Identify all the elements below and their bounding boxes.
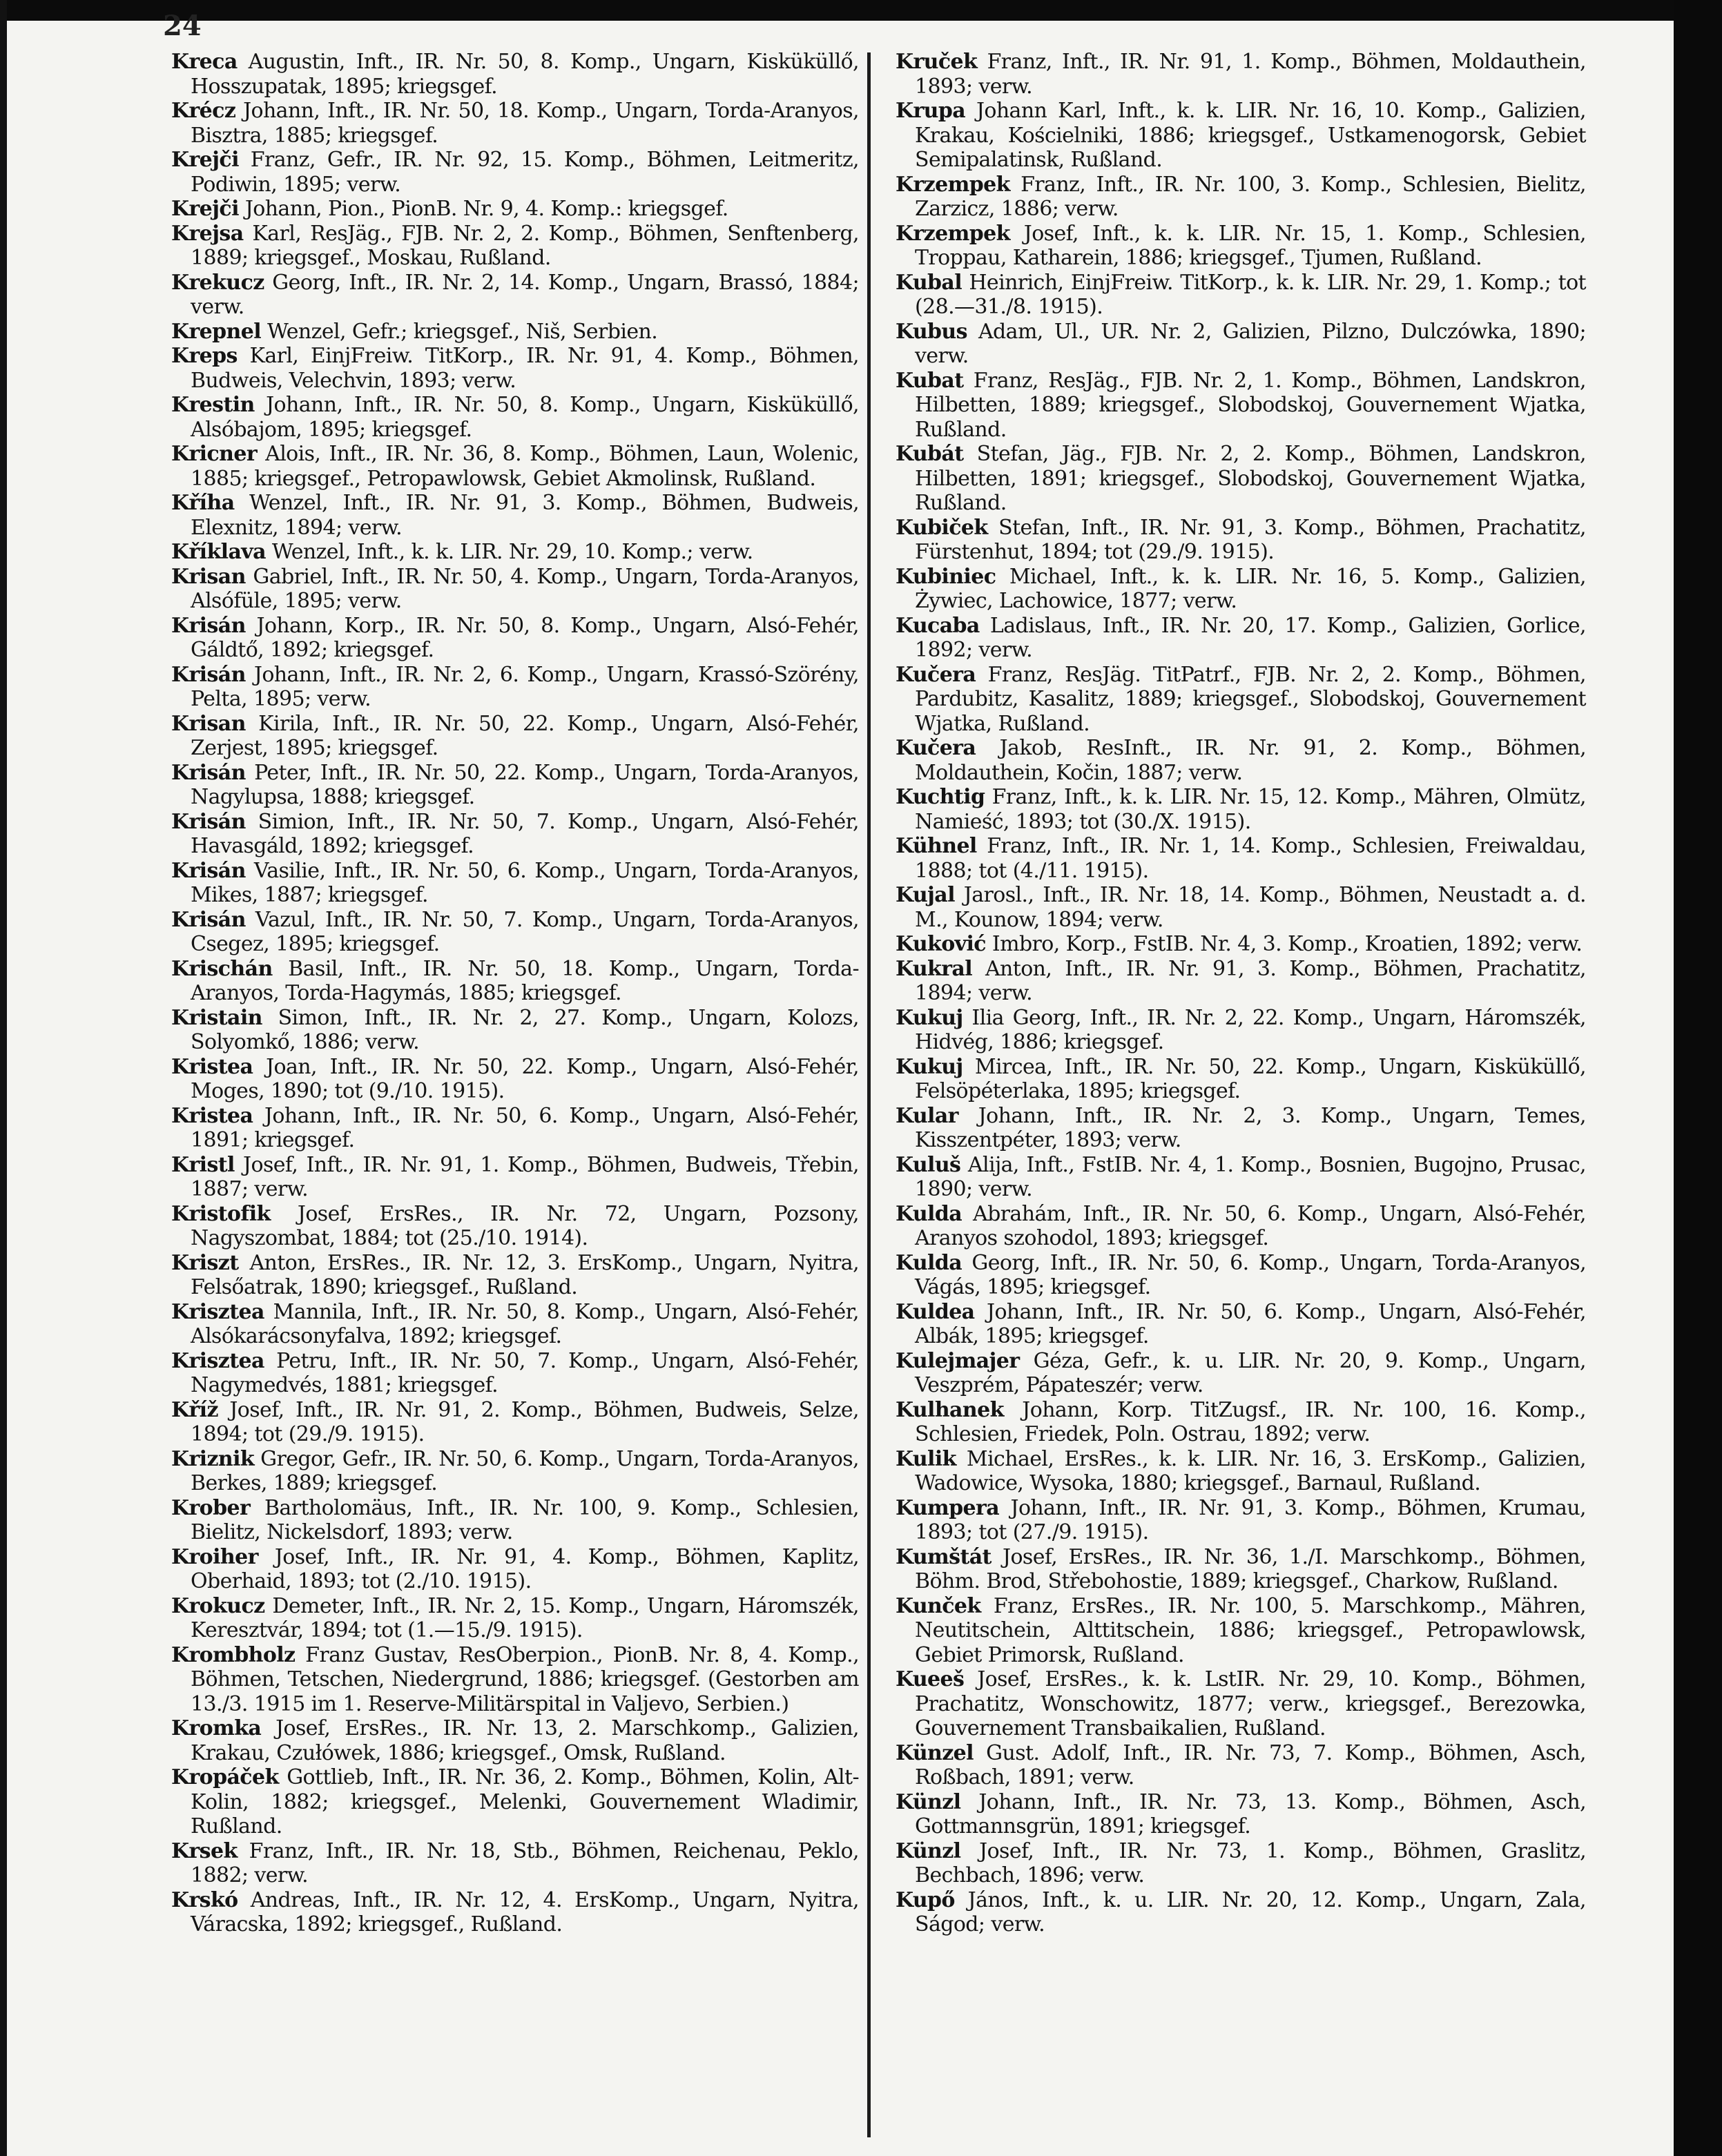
entry-surname: Kubát — [896, 442, 964, 466]
roster-entry — [171, 393, 859, 442]
roster-entry — [171, 1765, 859, 1839]
entry-details: Johann, Pion., PionB. Nr. 9, 4. Komp.: kriegsgef. — [238, 197, 728, 221]
roster-entry — [171, 320, 859, 344]
entry-details: Johann, Inft., IR. Nr. 50, 6. Komp., Ungarn, Alsó-Fehér, 1891; kriegsgef. — [191, 1103, 859, 1152]
entry-details: Josef, ErsRes., IR. Nr. 72, Ungarn, Pozsony, Nagyszombat, 1884; tot (25./10. 1914). — [191, 1201, 859, 1250]
entry-surname: Künzl — [896, 1838, 961, 1863]
roster-entry — [171, 761, 859, 810]
entry-surname: Kubiniec — [896, 564, 996, 589]
roster-entry — [896, 1667, 1586, 1741]
entry-surname: Künzl — [896, 1789, 961, 1814]
entry-details: Stefan, Jäg., FJB. Nr. 2, 2. Komp., Böhmen, Landskron, Hilbetten, 1891; kriegsgef., Slobodskoj, Gouvernement Wjatka, Rußland. — [915, 442, 1586, 515]
entry-surname: Kriznik — [171, 1446, 255, 1471]
entry-surname: Kučera — [896, 736, 976, 760]
roster-entry — [896, 222, 1586, 271]
roster-entry — [171, 663, 859, 712]
entry-details: Jakob, ResInft., IR. Nr. 91, 2. Komp., Böhmen, Moldauthein, Kočin, 1887; verw. — [915, 736, 1586, 785]
entry-surname: Kujal — [896, 883, 955, 907]
entry-surname: Krisztea — [171, 1348, 264, 1373]
entry-details: Franz, Inft., k. k. LIR. Nr. 15, 12. Komp., Mähren, Olmütz, Namieść, 1893; tot (30./X. 1915). — [915, 785, 1586, 834]
entry-surname: Krisán — [171, 662, 246, 687]
roster-entry — [171, 1496, 859, 1545]
entry-surname: Kucaba — [896, 613, 980, 638]
roster-entry — [171, 565, 859, 614]
entry-surname: Kruček — [896, 50, 978, 74]
column-divider — [867, 52, 871, 2137]
entry-details: Josef, ErsRes., IR. Nr. 36, 1./I. Marschkomp., Böhmen, Böhm. Brod, Střebohostie, 1889; kriegsgef., Charkow, Rußland. — [915, 1544, 1586, 1593]
entry-details: Franz Gustav, ResOberpion., PionB. Nr. 8, 4. Komp., Böhmen, Tetschen, Niedergrund, 1886; kriegsgef. (Gestorben am 13./3. 1915 im 1. Reserve-Militärspital in Valjevo, Serbien.) — [191, 1642, 859, 1716]
entry-details: Josef, Inft., IR. Nr. 91, 4. Komp., Böhmen, Kaplitz, Oberhaid, 1893; tot (2./10. 1915). — [191, 1544, 859, 1593]
entry-surname: Kristea — [171, 1103, 253, 1128]
entry-surname: Kučera — [896, 662, 976, 687]
roster-entry — [171, 442, 859, 491]
roster-entry — [171, 1888, 859, 1937]
entry-surname: Krisán — [171, 760, 246, 785]
roster-entry — [171, 1006, 859, 1055]
roster-entry — [171, 50, 859, 99]
entry-surname: Kromka — [171, 1716, 262, 1740]
roster-entry — [171, 540, 859, 565]
roster-entry — [896, 1055, 1586, 1104]
roster-entry — [896, 1888, 1586, 1937]
entry-details: Josef, Inft., IR. Nr. 91, 1. Komp., Böhmen, Budweis, Třebin, 1887; verw. — [191, 1152, 859, 1201]
entry-details: Franz, Inft., IR. Nr. 91, 1. Komp., Böhmen, Moldauthein, 1893; verw. — [915, 50, 1586, 99]
roster-entry — [171, 271, 859, 320]
roster-entry — [896, 50, 1586, 99]
entry-details: Wenzel, Gefr.; kriegsgef., Niš, Serbien. — [261, 319, 658, 344]
entry-details: Johann, Inft., IR. Nr. 50, 18. Komp., Ungarn, Torda-Aranyos, Bisztra, 1885; kriegsgef. — [191, 99, 859, 148]
entry-details: Bartholomäus, Inft., IR. Nr. 100, 9. Komp., Schlesien, Bielitz, Nickelsdorf, 1893; verw. — [191, 1495, 859, 1544]
entry-surname: Krekucz — [171, 270, 264, 295]
roster-entry — [171, 1643, 859, 1717]
entry-details: Franz, Inft., IR. Nr. 100, 3. Komp., Schlesien, Bielitz, Zarzicz, 1886; verw. — [915, 172, 1586, 221]
entry-surname: Kukral — [896, 956, 973, 981]
entry-details: Franz, Inft., IR. Nr. 18, Stb., Böhmen, Reichenau, Peklo, 1882; verw. — [191, 1838, 859, 1887]
roster-entry — [171, 197, 859, 222]
entry-details: Augustin, Inft., IR. Nr. 50, 8. Komp., Ungarn, Kisküküllő, Hosszupatak, 1895; kriegsgef. — [191, 50, 859, 99]
scan-border-left — [0, 0, 7, 2156]
entry-details: Wenzel, Inft., IR. Nr. 91, 3. Komp., Böhmen, Budweis, Elexnitz, 1894; verw. — [191, 491, 859, 540]
entry-surname: Künzel — [896, 1740, 974, 1765]
roster-entry — [171, 614, 859, 663]
entry-surname: Krisán — [171, 809, 246, 834]
entry-surname: Krisán — [171, 613, 246, 638]
entry-details: Johann, Inft., IR. Nr. 50, 6. Komp., Ungarn, Alsó-Fehér, Albák, 1895; kriegsgef. — [915, 1299, 1586, 1348]
entry-details: Heinrich, EinjFreiw. TitKorp., k. k. LIR. Nr. 29, 1. Komp.; tot (28.—31./8. 1915). — [915, 270, 1586, 319]
entry-surname: Kubat — [896, 368, 964, 393]
entry-surname: Krisztea — [171, 1299, 264, 1324]
entry-details: Anton, ErsRes., IR. Nr. 12, 3. ErsKomp., Ungarn, Nyitra, Felsőatrak, 1890; kriegsgef., Rußland. — [191, 1250, 859, 1299]
roster-entry — [171, 1153, 859, 1202]
entry-surname: Kristl — [171, 1152, 235, 1177]
entry-details: Petru, Inft., IR. Nr. 50, 7. Komp., Ungarn, Alsó-Fehér, Nagymedvés, 1881; kriegsgef. — [191, 1348, 859, 1397]
entry-surname: Kupő — [896, 1887, 955, 1912]
entry-details: Karl, ResJäg., FJB. Nr. 2, 2. Komp., Böhmen, Senftenberg, 1889; kriegsgef., Moskau, Rußland. — [191, 221, 859, 270]
entry-surname: Kukuj — [896, 1005, 963, 1030]
roster-entry — [896, 663, 1586, 737]
roster-entry — [896, 1496, 1586, 1545]
roster-entry — [896, 1839, 1586, 1888]
entry-surname: Kubiček — [896, 515, 988, 540]
entry-surname: Kristain — [171, 1005, 262, 1030]
entry-details: Michael, Inft., k. k. LIR. Nr. 16, 5. Komp., Galizien, Żywiec, Lachowice, 1877; verw. — [915, 564, 1586, 613]
entry-details: Basil, Inft., IR. Nr. 50, 18. Komp., Ungarn, Torda-Aranyos, Torda-Hagymás, 1885; kriegsgef. — [191, 956, 859, 1005]
entry-surname: Krisán — [171, 858, 246, 883]
entry-surname: Kuković — [896, 932, 986, 956]
entry-details: Gregor, Gefr., IR. Nr. 50, 6. Komp., Ungarn, Torda-Aranyos, Berkes, 1889; kriegsgef. — [191, 1446, 859, 1495]
roster-entry — [896, 614, 1586, 663]
roster-entry — [171, 491, 859, 540]
roster-entry — [896, 834, 1586, 883]
entry-surname: Krischán — [171, 956, 273, 981]
entry-surname: Krisan — [171, 564, 246, 589]
entry-surname: Kristofik — [171, 1201, 271, 1226]
entry-surname: Kulik — [896, 1446, 956, 1471]
entry-surname: Krejči — [171, 197, 239, 221]
entry-details: Johann, Inft., IR. Nr. 50, 8. Komp., Ungarn, Kisküküllő, Alsóbajom, 1895; kriegsgef. — [191, 393, 859, 442]
scan-border-right — [1674, 0, 1722, 2156]
roster-entry — [171, 712, 859, 761]
roster-entry — [896, 271, 1586, 320]
entry-details: Abrahám, Inft., IR. Nr. 50, 6. Komp., Ungarn, Alsó-Fehér, Aranyos szohodol, 1893; kriegsgef. — [915, 1201, 1586, 1250]
entry-surname: Krupa — [896, 99, 966, 123]
entry-surname: Krober — [171, 1495, 251, 1520]
roster-entry — [171, 1594, 859, 1643]
entry-surname: Kueeš — [896, 1667, 965, 1691]
roster-entry — [896, 785, 1586, 834]
entry-surname: Krestin — [171, 393, 255, 417]
right-column — [896, 50, 1586, 1937]
roster-entry — [896, 1300, 1586, 1349]
entry-details: Gust. Adolf, Inft., IR. Nr. 73, 7. Komp., Böhmen, Asch, Roßbach, 1891; verw. — [915, 1740, 1586, 1789]
entry-surname: Kubal — [896, 270, 962, 295]
entry-surname: Kriszt — [171, 1250, 239, 1275]
entry-details: Josef, Inft., IR. Nr. 73, 1. Komp., Böhmen, Graslitz, Bechbach, 1896; verw. — [915, 1838, 1586, 1887]
entry-surname: Krisan — [171, 711, 246, 736]
roster-entry — [896, 932, 1586, 957]
entry-surname: Kulejmajer — [896, 1348, 1020, 1373]
entry-details: Vazul, Inft., IR. Nr. 50, 7. Komp., Ungarn, Torda-Aranyos, Csegez, 1895; kriegsgef. — [191, 907, 859, 956]
entry-surname: Krskó — [171, 1887, 238, 1912]
entry-surname: Kulhanek — [896, 1397, 1004, 1422]
entry-details: Johann, Korp. TitZugsf., IR. Nr. 100, 16. Komp., Schlesien, Friedek, Poln. Ostrau, 1892; verw. — [915, 1397, 1586, 1446]
entry-surname: Kumštát — [896, 1544, 991, 1569]
entry-surname: Krécz — [171, 99, 236, 123]
entry-details: Kirila, Inft., IR. Nr. 50, 22. Komp., Ungarn, Alsó-Fehér, Zerjest, 1895; kriegsgef. — [191, 711, 859, 760]
roster-entry — [171, 1545, 859, 1594]
roster-entry — [896, 957, 1586, 1006]
entry-details: Wenzel, Inft., k. k. LIR. Nr. 29, 10. Komp.; verw. — [265, 540, 753, 564]
roster-entry — [171, 222, 859, 271]
entry-surname: Krokucz — [171, 1593, 265, 1618]
entry-surname: Krombholz — [171, 1642, 296, 1667]
roster-entry — [171, 1447, 859, 1496]
roster-entry — [896, 369, 1586, 443]
entry-details: Andreas, Inft., IR. Nr. 12, 4. ErsKomp., Ungarn, Nyitra, Váracska, 1892; kriegsgef., Rußland. — [191, 1887, 859, 1936]
roster-entry — [171, 1202, 859, 1251]
entry-surname: Kumpera — [896, 1495, 1000, 1520]
roster-entry — [171, 908, 859, 957]
entry-details: Joan, Inft., IR. Nr. 50, 22. Komp., Ungarn, Alsó-Fehér, Moges, 1890; tot (9./10. 1915). — [191, 1054, 859, 1103]
entry-surname: Krejsa — [171, 221, 244, 246]
entry-details: Georg, Inft., IR. Nr. 50, 6. Komp., Ungarn, Torda-Aranyos, Vágás, 1895; kriegsgef. — [915, 1250, 1586, 1299]
roster-entry — [896, 1447, 1586, 1496]
entry-details: Mannila, Inft., IR. Nr. 50, 8. Komp., Ungarn, Alsó-Fehér, Alsókarácsonyfalva, 1892; kriegsgef. — [191, 1299, 859, 1348]
roster-entry — [896, 1104, 1586, 1153]
entry-surname: Kristea — [171, 1054, 253, 1079]
roster-entry — [896, 1006, 1586, 1055]
roster-entry — [171, 1104, 859, 1153]
entry-details: Gottlieb, Inft., IR. Nr. 36, 2. Komp., Böhmen, Kolin, Alt-Kolin, 1882; kriegsgef., Melenki, Gouvernement Wladimir, Rußland. — [191, 1765, 859, 1838]
entry-details: Anton, Inft., IR. Nr. 91, 3. Komp., Böhmen, Prachatitz, 1894; verw. — [915, 956, 1586, 1005]
roster-entry — [171, 957, 859, 1006]
roster-entry — [171, 1251, 859, 1300]
entry-surname: Kropáček — [171, 1765, 279, 1789]
entry-details: Franz, ErsRes., IR. Nr. 100, 5. Marschkomp., Mähren, Neutitschein, Alttitschein, 1886; kriegsgef., Petropawlowsk, Gebiet Primorsk, Rußland. — [915, 1593, 1586, 1667]
entry-surname: Kreps — [171, 344, 238, 368]
entry-details: Peter, Inft., IR. Nr. 50, 22. Komp., Ungarn, Torda-Aranyos, Nagylupsa, 1888; kriegsgef. — [191, 760, 859, 809]
entry-surname: Kříž — [171, 1397, 218, 1422]
roster-entry — [896, 1594, 1586, 1668]
roster-entry — [896, 1545, 1586, 1594]
roster-entry — [896, 1202, 1586, 1251]
roster-entry — [896, 1153, 1586, 1202]
entry-surname: Krepnel — [171, 319, 262, 344]
roster-entry — [171, 1300, 859, 1349]
entry-surname: Krzempek — [896, 221, 1010, 246]
page-number: 24 — [163, 10, 202, 42]
roster-entry — [171, 1716, 859, 1765]
roster-entry — [171, 148, 859, 197]
entry-details: Vasilie, Inft., IR. Nr. 50, 6. Komp., Ungarn, Torda-Aranyos, Mikes, 1887; kriegsgef. — [191, 858, 859, 907]
entry-details: Franz, Gefr., IR. Nr. 92, 15. Komp., Böhmen, Leitmeritz, Podiwin, 1895; verw. — [191, 148, 859, 197]
roster-entry — [896, 99, 1586, 173]
entry-details: Mircea, Inft., IR. Nr. 50, 22. Komp., Ungarn, Kisküküllő, Felsöpéterlaka, 1895; kriegsgef. — [915, 1054, 1586, 1103]
entry-details: Alija, Inft., FstIB. Nr. 4, 1. Komp., Bosnien, Bugojno, Prusac, 1890; verw. — [915, 1152, 1586, 1201]
entry-details: Franz, Inft., IR. Nr. 1, 14. Komp., Schlesien, Freiwaldau, 1888; tot (4./11. 1915). — [915, 834, 1586, 883]
entry-surname: Kuldea — [896, 1299, 975, 1324]
roster-entry — [896, 565, 1586, 614]
entry-details: Ilia Georg, Inft., IR. Nr. 2, 22. Komp., Ungarn, Háromszék, Hidvég, 1886; kriegsgef. — [915, 1005, 1586, 1054]
roster-entry — [171, 1055, 859, 1104]
roster-entry — [171, 1398, 859, 1447]
entry-surname: Kricner — [171, 442, 258, 466]
entry-details: Johann Karl, Inft., k. k. LIR. Nr. 16, 10. Komp., Galizien, Krakau, Kościelniki, 1886; kriegsgef., Ustkamenogorsk, Gebiet Semipalatinsk, Rußland. — [915, 99, 1586, 172]
entry-details: Ladislaus, Inft., IR. Nr. 20, 17. Komp., Galizien, Gorlice, 1892; verw. — [915, 613, 1586, 662]
roster-entry — [171, 810, 859, 859]
entry-surname: Kuluš — [896, 1152, 961, 1177]
entry-details: Alois, Inft., IR. Nr. 36, 8. Komp., Böhmen, Laun, Wolenic, 1885; kriegsgef., Petropawlowsk, Gebiet Akmolinsk, Rußland. — [191, 442, 859, 491]
entry-details: Adam, Ul., UR. Nr. 2, Galizien, Pilzno, Dulczówka, 1890; verw. — [915, 319, 1586, 368]
entry-details: Josef, ErsRes., k. k. LstIR. Nr. 29, 10. Komp., Böhmen, Prachatitz, Wonschowitz, 1877; verw., kriegsgef., Berezowka, Gouvernement Transbaikalien, Rußland. — [915, 1667, 1586, 1740]
entry-details: Géza, Gefr., k. u. LIR. Nr. 20, 9. Komp., Ungarn, Veszprém, Pápateszér; verw. — [915, 1348, 1586, 1397]
entry-surname: Kukuj — [896, 1054, 963, 1079]
entry-surname: Kunček — [896, 1593, 981, 1618]
entry-surname: Kulda — [896, 1250, 962, 1275]
entry-details: Franz, ResJäg. TitPatrf., FJB. Nr. 2, 2. Komp., Böhmen, Pardubitz, Kasalitz, 1889; kriegsgef., Slobodskoj, Gouvernement Wjatka, Rußland. — [915, 662, 1586, 736]
entry-details: Johann, Inft., IR. Nr. 91, 3. Komp., Böhmen, Krumau, 1893; tot (27./9. 1915). — [915, 1495, 1586, 1544]
roster-entry — [171, 1839, 859, 1888]
entry-surname: Kulda — [896, 1201, 962, 1226]
entry-details: Jarosl., Inft., IR. Nr. 18, 14. Komp., Böhmen, Neustadt a. d. M., Kounow, 1894; verw. — [915, 883, 1586, 932]
entry-details: Johann, Inft., IR. Nr. 2, 3. Komp., Ungarn, Temes, Kisszentpéter, 1893; verw. — [915, 1103, 1586, 1152]
entry-surname: Kříklava — [171, 540, 266, 564]
roster-entry — [896, 1251, 1586, 1300]
roster-entry — [896, 442, 1586, 516]
scan-border-top — [0, 0, 1722, 21]
entry-details: Stefan, Inft., IR. Nr. 91, 3. Komp., Böhmen, Prachatitz, Fürstenhut, 1894; tot (29./9. 1915). — [915, 515, 1586, 564]
roster-entry — [896, 1790, 1586, 1839]
entry-details: Karl, EinjFreiw. TitKorp., IR. Nr. 91, 4. Komp., Böhmen, Budweis, Velechvin, 1893; verw. — [191, 344, 859, 393]
entry-surname: Kühnel — [896, 834, 977, 858]
roster-entry — [896, 1349, 1586, 1398]
left-column — [171, 50, 859, 1937]
roster-entry — [896, 1398, 1586, 1447]
roster-entry — [896, 883, 1586, 932]
entry-details: János, Inft., k. u. LIR. Nr. 20, 12. Komp., Ungarn, Zala, Ságod; verw. — [915, 1887, 1586, 1936]
roster-entry — [171, 1349, 859, 1398]
roster-entry — [896, 173, 1586, 222]
entry-details: Josef, Inft., k. k. LIR. Nr. 15, 1. Komp., Schlesien, Troppau, Katharein, 1886; kriegsgef., Tjumen, Rußland. — [915, 221, 1586, 270]
entry-surname: Kular — [896, 1103, 958, 1128]
entry-details: Georg, Inft., IR. Nr. 2, 14. Komp., Ungarn, Brassó, 1884; verw. — [191, 270, 859, 319]
entry-details: Simion, Inft., IR. Nr. 50, 7. Komp., Ungarn, Alsó-Fehér, Havasgáld, 1892; kriegsgef. — [191, 809, 859, 858]
entry-surname: Krzempek — [896, 172, 1010, 197]
roster-entry — [896, 516, 1586, 565]
entry-surname: Krsek — [171, 1838, 238, 1863]
entry-surname: Kuchtig — [896, 785, 985, 809]
entry-details: Josef, Inft., IR. Nr. 91, 2. Komp., Böhmen, Budweis, Selze, 1894; tot (29./9. 1915). — [191, 1397, 859, 1446]
roster-entry — [171, 344, 859, 393]
roster-entry — [171, 99, 859, 148]
entry-details: Michael, ErsRes., k. k. LIR. Nr. 16, 3. ErsKomp., Galizien, Wadowice, Wysoka, 1880; kriegsgef., Barnaul, Rußland. — [915, 1446, 1586, 1495]
entry-details: Johann, Korp., IR. Nr. 50, 8. Komp., Ungarn, Alsó-Fehér, Gáldtő, 1892; kriegsgef. — [191, 613, 859, 662]
entry-surname: Krisán — [171, 907, 246, 932]
entry-surname: Kroiher — [171, 1544, 258, 1569]
entry-details: Simon, Inft., IR. Nr. 2, 27. Komp., Ungarn, Kolozs, Solyomkő, 1886; verw. — [191, 1005, 859, 1054]
roster-entry — [896, 320, 1586, 369]
entry-surname: Kreca — [171, 50, 238, 74]
entry-surname: Krejči — [171, 148, 239, 172]
entry-details: Johann, Inft., IR. Nr. 73, 13. Komp., Böhmen, Asch, Gottmannsgrün, 1891; kriegsgef. — [915, 1789, 1586, 1838]
entry-details: Johann, Inft., IR. Nr. 2, 6. Komp., Ungarn, Krassó-Szörény, Pelta, 1895; verw. — [191, 662, 859, 711]
entry-details: Imbro, Korp., FstIB. Nr. 4, 3. Komp., Kroatien, 1892; verw. — [985, 932, 1583, 956]
entry-details: Josef, ErsRes., IR. Nr. 13, 2. Marschkomp., Galizien, Krakau, Czułówek, 1886; kriegsgef., Omsk, Rußland. — [191, 1716, 859, 1765]
roster-entry — [896, 1741, 1586, 1790]
entry-surname: Kubus — [896, 319, 967, 344]
entry-details: Gabriel, Inft., IR. Nr. 50, 4. Komp., Ungarn, Torda-Aranyos, Alsófüle, 1895; verw. — [191, 564, 859, 613]
entry-details: Demeter, Inft., IR. Nr. 2, 15. Komp., Ungarn, Háromszék, Keresztvár, 1894; tot (1.—15./9. 1915). — [191, 1593, 859, 1642]
entry-surname: Kříha — [171, 491, 235, 515]
entry-details: Franz, ResJäg., FJB. Nr. 2, 1. Komp., Böhmen, Landskron, Hilbetten, 1889; kriegsgef., Slobodskoj, Gouvernement Wjatka, Rußland. — [915, 368, 1586, 442]
roster-entry — [171, 859, 859, 908]
roster-entry — [896, 736, 1586, 785]
